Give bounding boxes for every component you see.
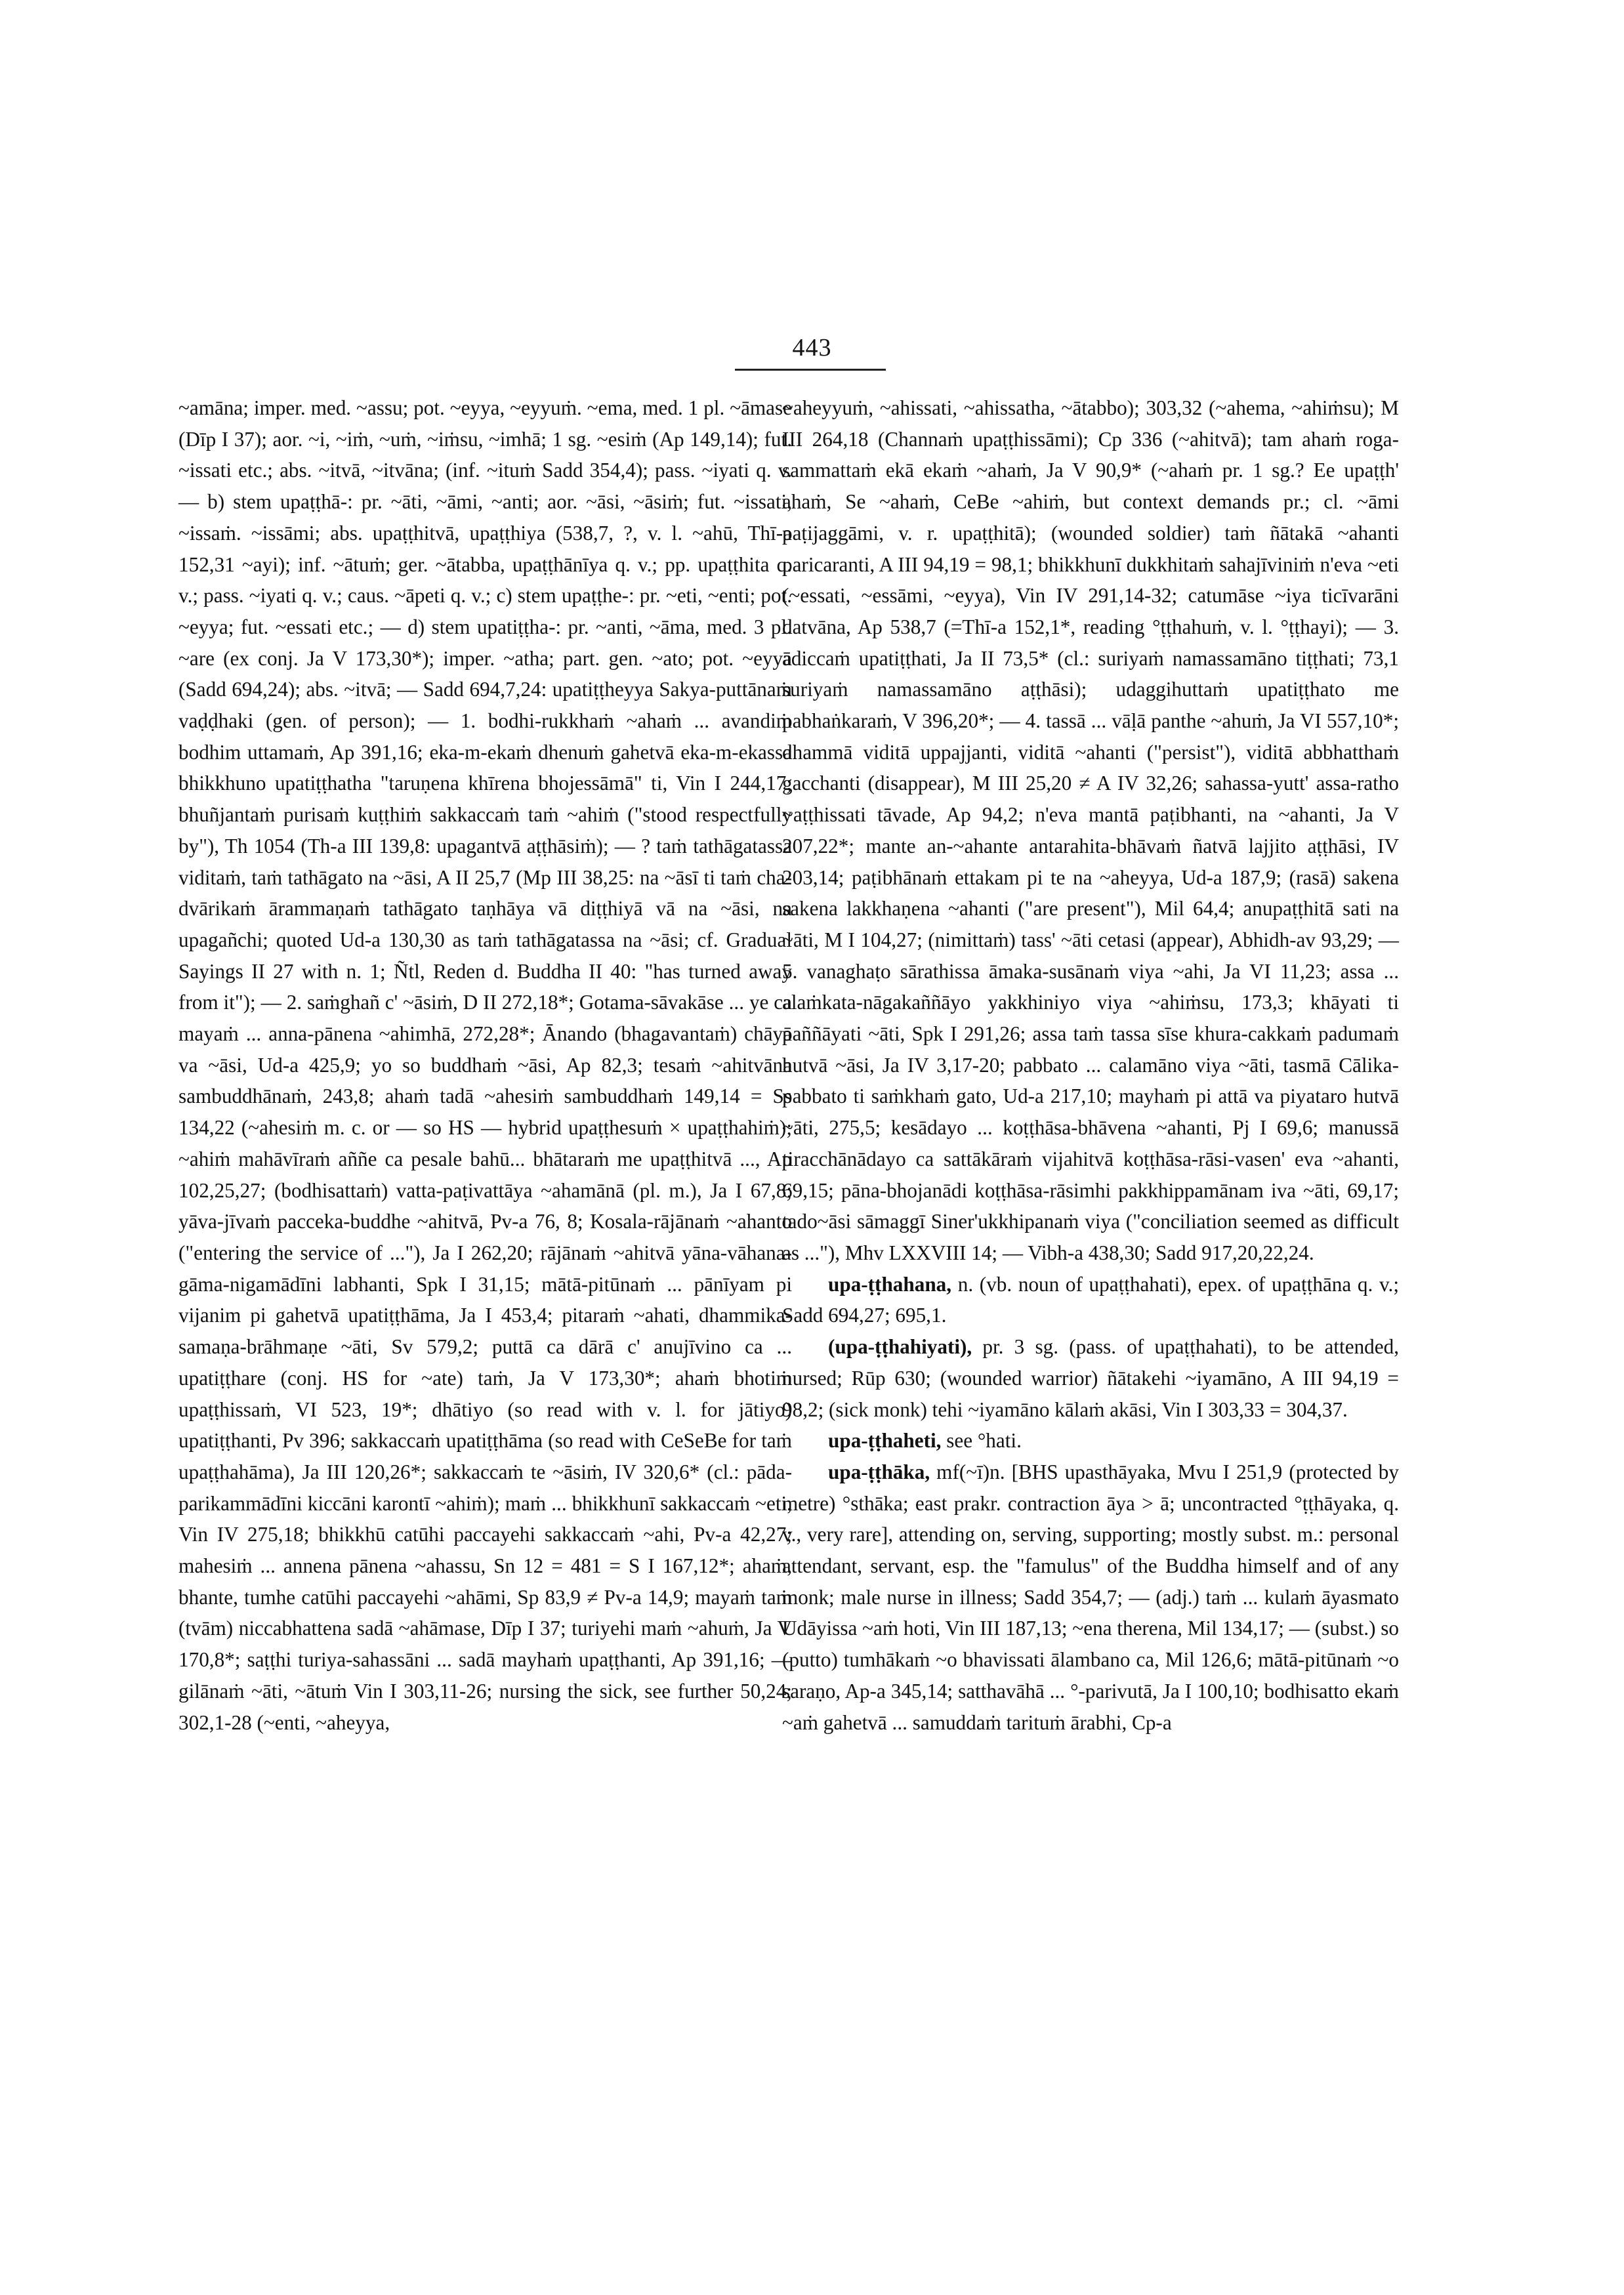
dictionary-entry	[782, 1457, 1399, 1738]
right-column-continuation: ~aheyyuṁ, ~ahissati, ~ahissatha, ~ātabbo); 303,32 (~ahema, ~ahiṁsu); M III 264,18 (Channaṁ upaṭṭhissāmi); Cp 336 (~ahitvā); tam ahaṁ roga-sammattaṁ ekā ekaṁ ~ahaṁ, Ja V 90,9* (~ahaṁ pr. 1 sg.? Ee upaṭṭh' ahaṁ, Se ~ahaṁ, CeBe ~ahiṁ, but context demands pr.; cl. ~āmi paṭijaggāmi, v. r. upaṭṭhitā); (wounded soldier) taṁ ñātakā ~ahanti paricaranti, A III 94,19 = 98,1; bhikkhunī dukkhitaṁ sahajīviniṁ n'eva ~eti (~essati, ~essāmi, ~eyya), Vin IV 291,14-32; catumāse ~iya ticīvarāni datvāna, Ap 538,7 (=Thī-a 152,1*, reading °ṭṭhahuṁ, v. l. °ṭṭhayi); — 3. ādiccaṁ upatiṭṭhati, Ja II 73,5* (cl.: suriyaṁ namassamāno tiṭṭhati; 73,1 suriyaṁ namassamāno aṭṭhāsi); udaggihuttaṁ upatiṭṭhato me pabhaṅkaraṁ, V 396,20*; — 4. tassā ... vāḷā panthe ~ahuṁ, Ja VI 557,10*; dhammā viditā uppajjanti, viditā ~ahanti ("persist"), viditā abbhatthaṁ gacchanti (disappear), M III 25,20 ≠ A IV 32,26; sahassa-yutt' assa-ratho ~aṭṭhissati tāvade, Ap 94,2; n'eva mantā paṭibhanti, na ~ahanti, Ja V 207,22*; mante an-~ahante antarahita-bhāvaṁ ñatvā lajjito aṭṭhāsi, IV 203,14; paṭibhānaṁ ettakam pi te na ~aheyya, Ud-a 187,9; (rasā) sakena sakena lakkhaṇena ~ahanti ("are present"), Mil 64,4; anupaṭṭhitā sati na ~āti, M I 104,27; (nimittaṁ) tass' ~āti cetasi (appear), Abhidh-av 93,29; — 5. vanaghaṭo sārathissa āmaka-susānaṁ viya ~ahi, Ja VI 11,23; assa ... alaṁkata-nāgakaññāyo yakkhiniyo viya ~ahiṁsu, 173,3; khāyati ti paññāyati ~āti, Spk I 291,26; assa taṁ tassa sīse khura-cakkaṁ padumaṁ hutvā ~āsi, Ja IV 3,17-20; pabbato ... calamāno viya ~āti, tasmā Cālika-pabbato ti saṁkhaṁ gato, Ud-a 217,10; mayhaṁ pi attā va piyataro hutvā ~āti, 275,5; kesādayo ... koṭṭhāsa-bhāvena ~ahanti, Pj I 69,6; manussā tiracchānādayo ca sattākāraṁ vijahitvā koṭṭhāsa-rāsi-vasen' eva ~ahanti, 69,15; pāna-bhojanādi koṭṭhāsa-rāsimhi pakkhippamānam iva ~āti, 69,17; tado~āsi sāmaggī Siner'ukkhipanaṁ viya ("conciliation seemed as difficult as ..."), Mhv LXXVIII 14; — Vibh-a 438,30; Sadd 917,20,22,24.	[782, 396, 1399, 1264]
page-number: 443	[792, 334, 832, 362]
left-column	[178, 392, 792, 1738]
dictionary-entry	[782, 1425, 1399, 1457]
entry-headword: upa-ṭṭhaheti,	[828, 1429, 942, 1453]
entry-headword: upa-ṭṭhahana,	[828, 1272, 952, 1296]
entry-body: see °hati.	[941, 1429, 1022, 1453]
entry-headword: upa-ṭṭhāka,	[828, 1460, 930, 1483]
entry-body: pr. 3 sg. (pass. of upaṭṭhahati), to be attended, nursed; Rūp 630; (wounded warrior) ñātakehi ~iyamāno, A III 94,19 = 98,2; (sick monk) tehi ~iyamāno kālaṁ akāsi, Vin I 303,33 = 304,37.	[782, 1335, 1399, 1421]
entry-body: n. (vb. noun of upaṭṭhahati), epex. of upaṭṭhāna q. v.; Sadd 694,27; 695,1.	[782, 1272, 1399, 1327]
right-column	[782, 392, 1399, 1738]
dictionary-entry	[782, 1269, 1399, 1331]
entry-headword: (upa-ṭṭhahiyati),	[828, 1335, 972, 1359]
page-number-rule	[735, 369, 886, 371]
dictionary-entry	[782, 1331, 1399, 1425]
entry-body: mf(~ī)n. [BHS upasthāyaka, Mvu I 251,9 (protected by metre) °sthāka; east prakr. contraction āya > ā; uncontracted °ṭṭhāyaka, q. v., very rare], attending on, serving, supporting; mostly subst. m.: personal attendant, servant, esp. the "famulus" of the Buddha himself and of any monk; male nurse in illness; Sadd 354,7; — (adj.) taṁ ... kulaṁ āyasmato Udāyissa ~aṁ hoti, Vin III 187,13; ~ena therena, Mil 134,17; — (subst.) so (putto) tumhākaṁ ~o bhavissati ālambano ca, Mil 126,6; mātā-pitūnaṁ ~o saraṇo, Ap-a 345,14; satthavāhā ... °-parivutā, Ja I 100,10; bodhisatto ekaṁ ~aṁ gahetvā ... samuddaṁ tarituṁ ārabhi, Cp-a	[782, 1460, 1399, 1734]
left-column-text: ~amāna; imper. med. ~assu; pot. ~eyya, ~eyyuṁ. ~ema, med. 1 pl. ~āmase (Dīp I 37); aor. ~i, ~iṁ, ~uṁ, ~iṁsu, ~imhā; 1 sg. ~esiṁ (Ap 149,14); fut. ~issati etc.; abs. ~itvā, ~itvāna; (inf. ~ituṁ Sadd 354,4); pass. ~iyati q. v. — b) stem upaṭṭhā-: pr. ~āti, ~āmi, ~anti; aor. ~āsi, ~āsiṁ; fut. ~issati, ~issaṁ. ~issāmi; abs. upaṭṭhitvā, upaṭṭhiya (538,7, ?, v. l. ~ahū, Thī-a 152,31 ~ayi); inf. ~ātuṁ; ger. ~ātabba, upaṭṭhānīya q. v.; pp. upaṭṭhita q. v.; pass. ~iyati q. v.; caus. ~āpeti q. v.; c) stem upaṭṭhe-: pr. ~eti, ~enti; pot. ~eyya; fut. ~essati etc.; — d) stem upatiṭṭha-: pr. ~anti, ~āma, med. 3 pl. ~are (ex conj. Ja V 173,30*); imper. ~atha; part. gen. ~ato; pot. ~eyya (Sadd 694,24); abs. ~itvā; — Sadd 694,7,24: upatiṭṭheyya Sakya-puttānaṁ vaḍḍhaki (gen. of person); — 1. bodhi-rukkhaṁ ~ahaṁ ... avandiṁ bodhim uttamaṁ, Ap 391,16; eka-m-ekaṁ dhenuṁ gahetvā eka-m-ekassa bhikkhuno upatiṭṭhatha "taruṇena khīrena bhojessāmā" ti, Vin I 244,17; bhuñjantaṁ purisaṁ kuṭṭhiṁ sakkaccaṁ taṁ ~ahiṁ ("stood respectfully by"), Th 1054 (Th-a III 139,8: upagantvā aṭṭhāsiṁ); — ? taṁ tathāgatassa viditaṁ, taṁ tathāgato na ~āsi, A II 25,7 (Mp III 38,25: na ~āsī ti taṁ cha-dvārikaṁ ārammaṇaṁ tathāgato taṇhāya vā diṭṭhiyā vā na ~āsi, na upagañchi; quoted Ud-a 130,30 as taṁ tathāgatassa na ~āsi; cf. Gradual Sayings II 27 with n. 1; Ñtl, Reden d. Buddha II 40: "has turned away from it"); — 2. saṁghañ c' ~āsiṁ, D II 272,18*; Gotama-sāvakāse ... ye ca mayaṁ ... anna-pānena ~ahimhā, 272,28*; Ānando (bhagavantaṁ) chāyā va ~āsi, Ud-a 425,9; yo so buddhaṁ ~āsi, Ap 82,3; tesaṁ ~ahitvāna sambuddhānaṁ, 243,8; ahaṁ tadā ~ahesiṁ sambuddhaṁ 149,14 = Ss 134,22 (~ahesiṁ m. c. or — so HS — hybrid upaṭṭhesuṁ × upaṭṭhahiṁ); ~ahiṁ mahāvīraṁ aññe ca pesale bahū... bhātaraṁ me upaṭṭhitvā ..., Ap 102,25,27; (bodhisattaṁ) vatta-paṭivattāya ~ahamānā (pl. m.), Ja I 67,8; yāva-jīvaṁ pacceka-buddhe ~ahitvā, Pv-a 76, 8; Kosala-rājānaṁ ~ahanto ("entering the service of ..."), Ja I 262,20; rājānaṁ ~ahitvā yāna-vāhana-gāma-nigamādīni labhanti, Spk I 31,15; mātā-pitūnaṁ ... pānīyam pi vijanim pi gahetvā upatiṭṭhāma, Ja I 453,4; pitaraṁ ~ahati, dhammika-samaṇa-brāhmaṇe ~āti, Sv 579,2; puttā ca dārā c' anujīvino ca ... upatiṭṭhare (conj. HS for ~ate) taṁ, Ja V 173,30*; ahaṁ bhotiṁ upaṭṭhissaṁ, VI 523, 19*; dhātiyo (so read with v. l. for jātiyo) upatiṭṭhanti, Pv 396; sakkaccaṁ upatiṭṭhāma (so read with CeSeBe for taṁ upaṭṭhahāma), Ja III 120,26*; sakkaccaṁ te ~āsiṁ, IV 320,6* (cl.: pāda-parikammādīni kiccāni karontī ~ahiṁ); maṁ ... bhikkhunī sakkaccaṁ ~eti, Vin IV 275,18; bhikkhū catūhi paccayehi sakkaccaṁ ~ahi, Pv-a 42,27; mahesiṁ ... annena pānena ~ahassu, Sn 12 = 481 = S I 167,12*; ahaṁ, bhante, tumhe catūhi paccayehi ~ahāmi, Sp 83,9 ≠ Pv-a 14,9; mayaṁ taṁ (tvām) niccabhattena sadā ~ahāmase, Dīp I 37; turiyehi maṁ ~ahuṁ, Ja V 170,8*; saṭṭhi turiya-sahassāni ... sadā mayhaṁ upaṭṭhanti, Ap 391,16; — gilānaṁ ~āti, ~ātuṁ Vin I 303,11-26; nursing the sick, see further 50,24; 302,1-28 (~enti, ~aheyya,	[178, 396, 792, 1734]
